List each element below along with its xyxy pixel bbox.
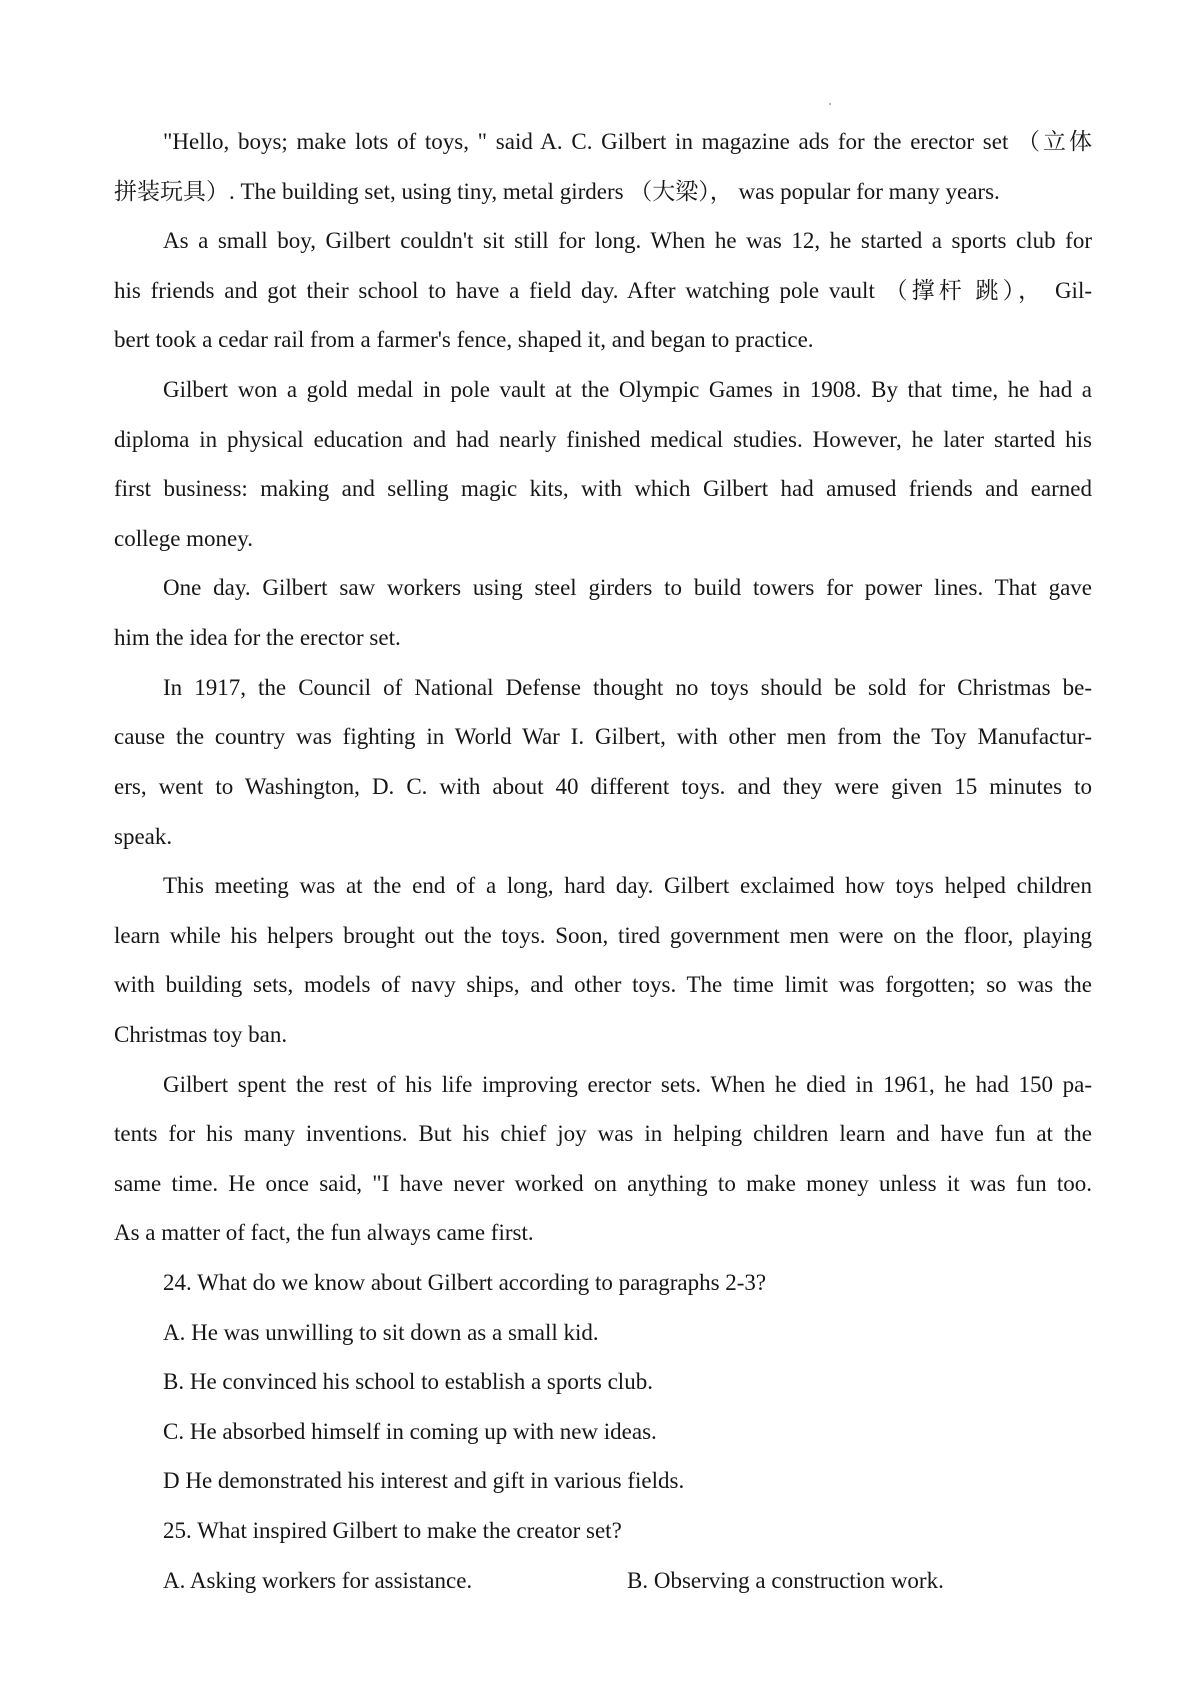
passage-paragraph-3 xyxy=(114,365,1092,563)
passage-line: cause the country was fighting in World War I. Gilbert, with other men from the Toy Manufactur- xyxy=(114,724,1092,750)
passage-paragraph-5 xyxy=(114,663,1092,861)
question-24-option-c: C. He absorbed himself in coming up with new ideas. xyxy=(163,1418,657,1444)
question-24-stem: 24. What do we know about Gilbert according to paragraphs 2-3? xyxy=(163,1270,767,1296)
scan-speck xyxy=(829,103,831,105)
question-24 xyxy=(114,1258,1092,1506)
passage-line: tents for his many inventions. But his chief joy was in helping children learn and have fun at the xyxy=(114,1121,1092,1147)
passage-line: bert took a cedar rail from a farmer's fence, shaped it, and began to practice. xyxy=(114,327,814,353)
question-25-stem: 25. What inspired Gilbert to make the creator set? xyxy=(163,1518,622,1544)
passage-line: diploma in physical education and had nearly finished medical studies. However, he later started his xyxy=(114,426,1092,452)
question-25 xyxy=(114,1506,1092,1605)
question-25-option-a: A. Asking workers for assistance. xyxy=(163,1567,473,1593)
question-24-option-b: B. He convinced his school to establish a sports club. xyxy=(163,1369,653,1395)
question-24-option-d: D He demonstrated his interest and gift in various fields. xyxy=(163,1468,685,1494)
passage-line: Christmas toy ban. xyxy=(114,1021,288,1047)
passage-line: his friends and got their school to have a field day. After watching pole vault （撑杆 跳）， Gil- xyxy=(114,277,1092,303)
passage-line: him the idea for the erector set. xyxy=(114,625,401,651)
question-section xyxy=(114,1258,1092,1605)
passage-line: In 1917, the Council of National Defense thought no toys should be sold for Christmas be- xyxy=(163,674,1092,700)
passage-line: "Hello, boys; make lots of toys, " said A. C. Gilbert in magazine ads for the erector set （立体 xyxy=(163,129,1092,154)
passage-paragraph-7 xyxy=(114,1060,1092,1258)
passage-line: learn while his helpers brought out the toys. Soon, tired government men were on the floor, playing xyxy=(114,922,1092,948)
passage-line: first business: making and selling magic kits, with which Gilbert had amused friends and earned xyxy=(114,476,1092,502)
passage-line: college money. xyxy=(114,525,254,551)
passage-paragraph-1 xyxy=(114,117,1092,216)
passage-line: same time. He once said, "I have never worked on anything to make money unless it was fun too. xyxy=(114,1170,1092,1196)
passage-line: As a small boy, Gilbert couldn't sit still for long. When he was 12, he started a sports club for xyxy=(163,228,1092,254)
passage-paragraph-2 xyxy=(114,216,1092,365)
passage-line: As a matter of fact, the fun always came first. xyxy=(114,1220,534,1246)
passage-line: This meeting was at the end of a long, hard day. Gilbert exclaimed how toys helped children xyxy=(163,873,1092,899)
question-24-option-a: A. He was unwilling to sit down as a small kid. xyxy=(163,1319,599,1345)
passage-line: One day. Gilbert saw workers using steel girders to build towers for power lines. That gave xyxy=(163,575,1092,601)
passage-line: with building sets, models of navy ships, and other toys. The time limit was forgotten; so was the xyxy=(114,972,1092,998)
passage-paragraph-6 xyxy=(114,861,1092,1059)
passage-line: Gilbert spent the rest of his life improving erector sets. When he died in 1961, he had 150 pa- xyxy=(163,1071,1092,1097)
reading-passage xyxy=(114,117,1092,1258)
page-content xyxy=(114,117,1092,1605)
passage-line: Gilbert won a gold medal in pole vault at the Olympic Games in 1908. By that time, he had a xyxy=(163,377,1092,403)
question-25-option-b: B. Observing a construction work. xyxy=(627,1567,944,1593)
question-25-option-row xyxy=(114,1556,1092,1606)
passage-line: ers, went to Washington, D. C. with about 40 different toys. and they were given 15 minutes to xyxy=(114,773,1092,799)
passage-line: speak. xyxy=(114,823,173,849)
passage-paragraph-4 xyxy=(114,563,1092,662)
passage-line: 拼装玩具）. The building set, using tiny, metal girders （大梁）， was popular for many years. xyxy=(114,178,1000,204)
